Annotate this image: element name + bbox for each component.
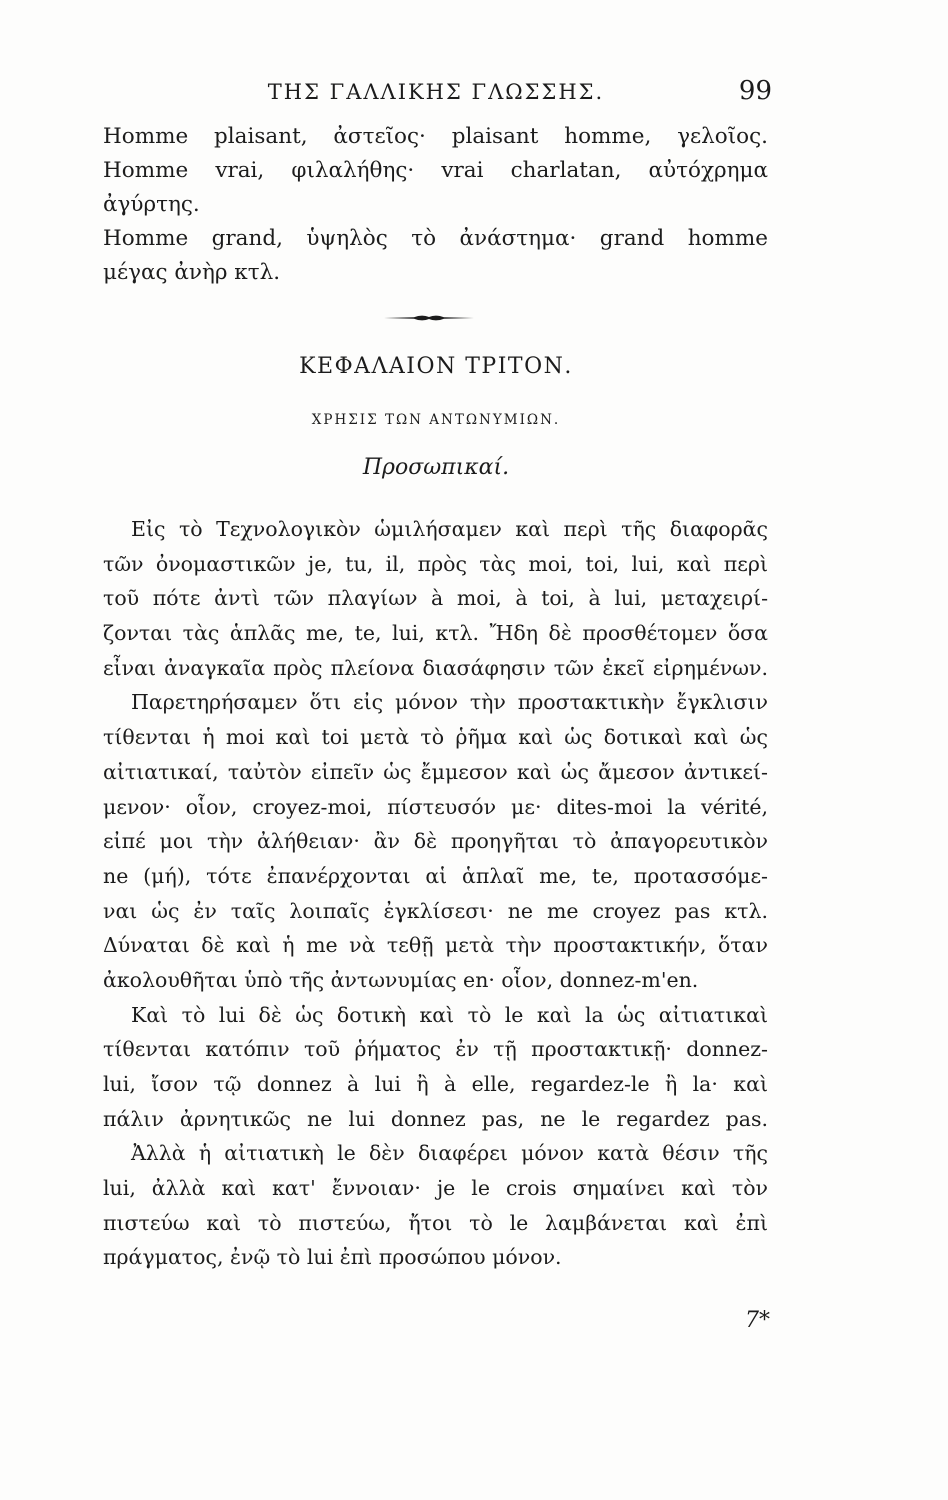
text-line: Παρετηρήσαμεν ὅτι εἰς μόνον τὴν προστακτικὴν ἔγκλισιν — [131, 690, 768, 715]
text-line: τίθενται ἡ moi καὶ toi μετὰ τὸ ῥῆμα καὶ ὡς δοτικαὶ καὶ ὡς — [103, 725, 768, 750]
text-line: πάλιν ἀρνητικῶς ne lui donnez pas, ne le regardez pas. — [103, 1106, 768, 1131]
signature-mark: 7* — [745, 1308, 770, 1333]
text-line: αἰτιατικαί, ταὐτὸν εἰπεῖν ὡς ἔμμεσον καὶ ὡς ἄμεσον ἀντικεί- — [103, 759, 768, 784]
text-line: ἀκολουθῆται ὑπὸ τῆς ἀντωνυμίας en· οἷον, donnez-m'en. — [103, 967, 699, 992]
text-line: τοῦ πότε ἀντὶ τῶν πλαγίων à moi, à toi, à lui, μεταχειρί- — [103, 586, 768, 611]
section-heading: Προσωπικαί. — [362, 455, 510, 480]
text-line: Δύναται δὲ καὶ ἡ me νὰ τεθῇ μετὰ τὴν προστακτικήν, ὅταν — [103, 933, 768, 958]
text-line: ἀγύρτης. — [103, 192, 200, 217]
ornament-rule — [384, 313, 474, 323]
text-line: εἰπέ μοι τὴν ἀλήθειαν· ἂν δὲ προηγῆται τὸ ἀπαγορευτικὸν — [103, 829, 768, 854]
running-head — [100, 74, 772, 110]
text-line: Καὶ τὸ lui δὲ ὡς δοτικὴ καὶ τὸ le καὶ la ὡς αἰτιατικαὶ — [131, 1002, 768, 1027]
text-line: Εἰς τὸ Τεχνολογικὸν ὡμιλήσαμεν καὶ περὶ τῆς διαφορᾶς — [131, 517, 768, 541]
text-line: μέγας ἀνὴρ κτλ. — [103, 260, 281, 285]
running-title: ΤΗΣ ΓΑΛΛΙΚΗΣ ΓΛΩΣΣΗΣ. — [267, 80, 605, 104]
text-line: εἶναι ἀναγκαῖα πρὸς πλείονα διασάφησιν τῶν ἐκεῖ εἰρημένων. — [103, 655, 768, 680]
chapter-title: ΚΕΦΑΛΑΙΟΝ ΤΡΙΤΟΝ. — [299, 354, 573, 379]
text-line: lui, ἴσον τῷ donnez à lui ἢ à elle, regardez-le ἢ la· καὶ — [103, 1072, 768, 1096]
text-line: ne (μή), τότε ἐπανέρχονται αἱ ἁπλαῖ me, te, προτασσόμε- — [103, 863, 768, 888]
text-line: Homme vrai, φιλαλήθης· vrai charlatan, αὐτόχρημα — [103, 158, 768, 183]
page-number: 99 — [738, 76, 772, 106]
text-line: πράγματος, ἐνῷ τὸ lui ἐπὶ προσώπου μόνον. — [103, 1245, 562, 1270]
text-line: ναι ὡς ἐν ταῖς λοιπαῖς ἐγκλίσεσι· ne me croyez pas κτλ. — [103, 898, 768, 923]
text-line: ζονται τὰς ἁπλᾶς me, te, lui, κτλ. Ἤδη δὲ προσθέτομεν ὅσα — [103, 621, 768, 646]
text-line: Homme grand, ὑψηλὸς τὸ ἀνάστημα· grand homme — [103, 226, 768, 251]
chapter-subtitle: ΧΡΗΣΙΣ ΤΩΝ ΑΝΤΩΝΥΜΙΩΝ. — [311, 412, 561, 428]
top-paragraphs — [103, 120, 768, 290]
text-line: τίθενται κατόπιν τοῦ ῥήματος ἐν τῇ προστακτικῇ· donnez- — [103, 1037, 768, 1062]
text-line: τῶν ὀνομαστικῶν je, tu, il, πρὸς τὰς moi, toi, lui, καὶ περὶ — [103, 551, 768, 576]
text-line: Homme plaisant, ἀστεῖος· plaisant homme, γελοῖος. — [103, 124, 768, 149]
text-line: Ἀλλὰ ἡ αἰτιατικὴ le δὲν διαφέρει μόνον κατὰ θέσιν τῆς — [131, 1141, 768, 1166]
text-line: μενον· οἷον, croyez-moi, πίστευσόν με· dites-moi la vérité, — [103, 794, 768, 819]
body-text — [103, 512, 768, 1275]
text-line: lui, ἀλλὰ καὶ κατ' ἔννοιαν· je le crois σημαίνει καὶ τὸν — [103, 1176, 768, 1201]
text-line: πιστεύω καὶ τὸ πιστεύω, ἤτοι τὸ le λαμβάνεται καὶ ἐπὶ — [103, 1210, 768, 1235]
